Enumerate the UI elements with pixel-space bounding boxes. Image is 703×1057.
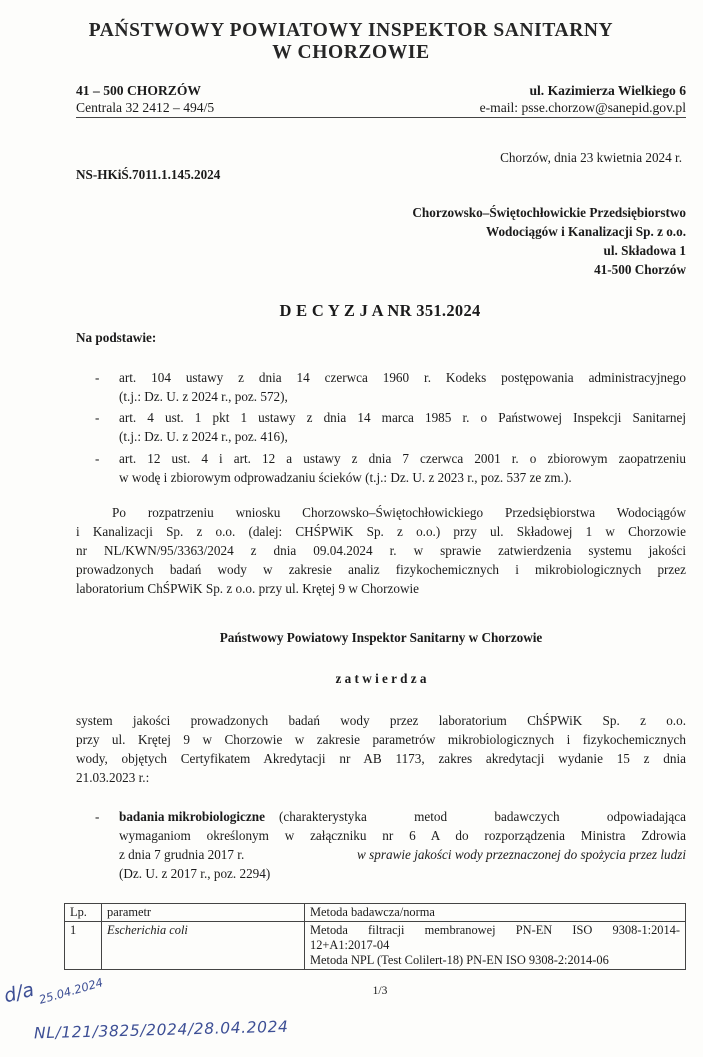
legal-item-3-line1: art. 12 ust. 4 i art. 12 a ustawy z dnia 7 czerwca 2001 r. o zbiorowym zaopatrzeniu [119,451,686,466]
method-line1: Metoda filtracji membranowej PN-EN ISO 9308-1:2014- [310,923,680,937]
table-row [65,922,686,970]
table-header-row [65,904,686,922]
approval-line2: przy ul. Krętej 9 w Chorzowie w zakresie parametrów mikrobiologicznych i fizykochemicznych [76,732,686,747]
header-divider [76,117,686,118]
recipient-line1: Chorzowsko–Świętochłowickie Przedsiębiorstwo [412,205,686,220]
authority-name: Państwowy Powiatowy Inspektor Sanitarny w Chorzowie [219,630,543,645]
methods-table [64,903,686,970]
row-lp: 1 [65,922,102,970]
consideration-line2: i Kanalizacji Sp. z o.o. (dalej: CHŚPWiK Sp. z o.o.) przy ul. Składowej 1 w Chorzowie [76,524,686,539]
legal-basis-heading: Na podstawie: [76,330,157,345]
legal-item-2-dash: - [95,410,100,425]
micro-label: badania mikrobiologiczne [119,809,265,824]
header-parameter: parametr [102,904,305,922]
micro-text1: (charakterystyka metod badawczych odpowiadająca [278,809,686,824]
consideration-line4: prowadzonych badań wody w zakresie analiz fizykochemicznych i mikrobiologicznych przez [76,562,686,577]
recipient-line3: ul. Składowa 1 [603,243,686,258]
handwritten-note-3: NL/121/3825/2024/28.04.2024 [33,1017,289,1043]
legal-item-2-line1: art. 4 ust. 1 pkt 1 ustawy z dnia 14 marca 1985 r. o Państwowej Inspekcji Sanitarnej [119,410,686,425]
legal-item-3-dash: - [95,451,100,466]
handwritten-note-1: d/a [1,978,37,1008]
header-method: Metoda badawcza/norma [305,904,686,922]
place-date: Chorzów, dnia 23 kwietnia 2024 r. [500,150,682,165]
legal-item-1-line2: (t.j.: Dz. U. z 2024 r., poz. 572), [119,389,288,404]
approval-line3: wody, objętych Certyfikatem Akredytacji nr AB 1173, zakres akredytacji wydanie 15 z dnia [76,751,686,766]
micro-line3 [119,847,686,863]
row-parameter: Escherichia coli [102,922,305,970]
approval-line1: system jakości prowadzonych badań wody przez laboratorium ChŚPWiK Sp. z o.o. [76,713,686,728]
office-city: 41 – 500 CHORZÓW [76,83,201,98]
recipient-line4: 41-500 Chorzów [594,262,686,277]
legal-item-3-line2: w wodę i zbiorowym odprowadzaniu ścieków (t.j.: Dz. U. z 2023 r., poz. 537 ze zm.). [119,470,572,485]
handwritten-note-2: 25.04.2024 [37,975,105,1007]
decision-title: D E C Y Z J A NR 351.2024 [279,301,481,320]
micro-line3-italic: w sprawie jakości wody przeznaczonej do spożycia przez ludzi [357,847,686,862]
approval-line4: 21.03.2023 r.: [76,770,150,785]
reference-number: NS-HKiŚ.7011.1.145.2024 [76,167,221,182]
micro-dash: - [95,809,100,824]
micro-line2: wymaganiom określonym w załączniku nr 6 A do rozporządzenia Ministra Zdrowia [119,828,686,843]
consideration-line5: laboratorium ChŚPWiK Sp. z o.o. przy ul. Krętej 9 w Chorzowie [76,581,420,596]
office-phone: Centrala 32 2412 – 494/5 [76,100,215,115]
legal-item-2-line2: (t.j.: Dz. U. z 2024 r., poz. 416), [119,429,288,444]
legal-item-1-line1: art. 104 ustawy z dnia 14 czerwca 1960 r. Kodeks postępowania administracyjnego [119,370,686,385]
row-method [305,922,686,970]
consideration-line3: nr NL/KWN/95/3363/2024 z dnia 09.04.2024 r. w sprawie zatwierdzenia systemu jakości [76,543,686,558]
consideration-line1: Po rozpatrzeniu wniosku Chorzowsko–Świętochłowickiego Przedsiębiorstwa Wodociągów [112,505,686,520]
office-title-line1: PAŃSTWOWY POWIATOWY INSPEKTOR SANITARNY [88,20,614,41]
legal-item-1-dash: - [95,370,100,385]
approves-heading: z a t w i e r d z a [335,671,427,686]
method-line2: 12+A1:2017-04 [310,938,390,952]
method-line3: Metoda NPL (Test Colilert-18) PN-EN ISO 9308-2:2014-06 [310,953,609,967]
micro-line4: (Dz. U. z 2017 r., poz. 2294) [119,866,271,881]
header-lp: Lp. [65,904,102,922]
office-email: e-mail: psse.chorzow@sanepid.gov.pl [479,100,686,115]
micro-line3-plain: z dnia 7 grudnia 2017 r. [119,847,245,862]
recipient-line2: Wodociągów i Kanalizacji Sp. z o.o. [485,224,686,239]
office-street: ul. Kazimierza Wielkiego 6 [529,83,686,98]
page-number: 1/3 [372,985,388,997]
micro-line1 [119,809,686,825]
office-title-line2: W CHORZOWIE [272,42,430,63]
